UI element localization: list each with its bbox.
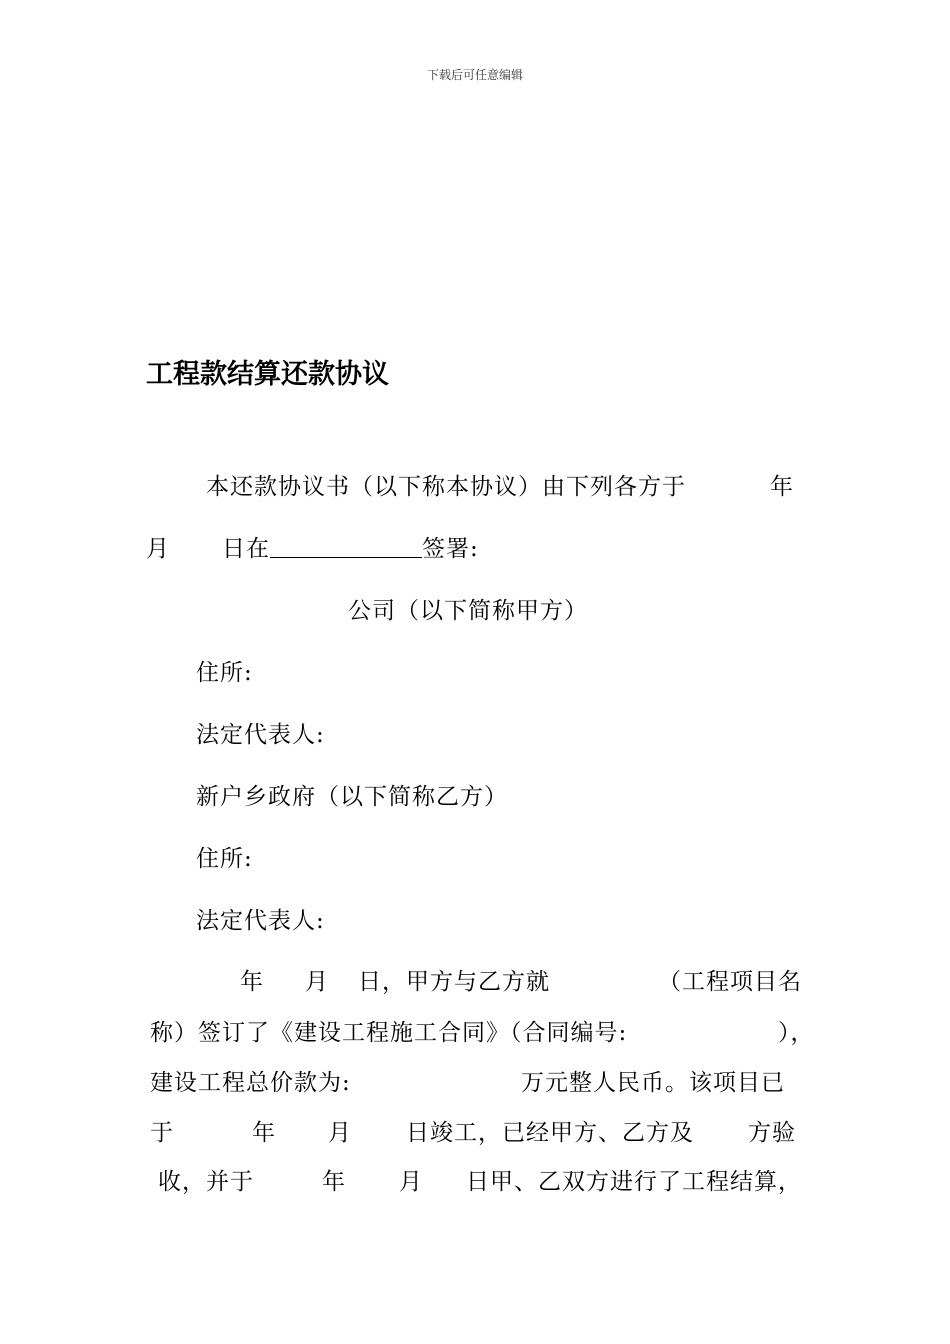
p2-l1-month: 月 <box>305 969 329 995</box>
page-header-note: 下载后可任意编辑 <box>426 68 523 82</box>
p2-l5-text: 收，并于 <box>158 1169 254 1195</box>
para1-line1-text: 本还款协议书（以下称本协议）由下列各方于 <box>206 474 686 500</box>
p2-l4-yu: 于 <box>150 1120 174 1146</box>
p2-l4-end: 方验 <box>748 1120 796 1146</box>
party-a-address: 住所: <box>196 660 253 686</box>
party-b-representative: 法定代表人: <box>196 908 325 934</box>
signing-place-blank <box>270 535 422 558</box>
para1-line1-year: 年 <box>770 474 794 500</box>
p2-l1-project: （工程项目名 <box>658 969 802 995</box>
p2-l4-year: 年 <box>252 1120 276 1146</box>
p2-l3-text: 建设工程总价款为: <box>150 1070 351 1096</box>
p2-l2-end: ）， <box>778 1020 815 1046</box>
p2-l5-end: 日甲、乙双方进行了工程结算， <box>466 1169 802 1195</box>
para1-line2-sign: 签署: <box>422 536 479 562</box>
p2-l5-year: 年 <box>322 1169 346 1195</box>
p2-l1-text: 日，甲方与乙方就 <box>358 969 550 995</box>
p2-l5-month: 月 <box>399 1169 423 1195</box>
para1-line2-day: 日在 <box>222 536 270 562</box>
para1-line2-line <box>222 530 479 563</box>
p2-l2-text: 称）签订了《建设工程施工合同》（合同编号: <box>150 1020 628 1046</box>
p2-l3-amount: 万元整人民币。该项目已 <box>521 1070 785 1096</box>
party-a-representative: 法定代表人: <box>196 722 325 748</box>
party-a-name: 公司（以下简称甲方） <box>348 598 588 624</box>
p2-l4-month: 月 <box>328 1120 352 1146</box>
p2-l1-year: 年 <box>240 969 264 995</box>
party-b-name: 新户乡政府（以下简称乙方） <box>196 784 508 810</box>
para1-line2-month: 月 <box>146 536 170 562</box>
document-title: 工程款结算还款协议 <box>146 359 389 390</box>
p2-l4-text: 日竣工，已经甲方、乙方及 <box>406 1120 694 1146</box>
party-b-address: 住所: <box>196 846 253 872</box>
